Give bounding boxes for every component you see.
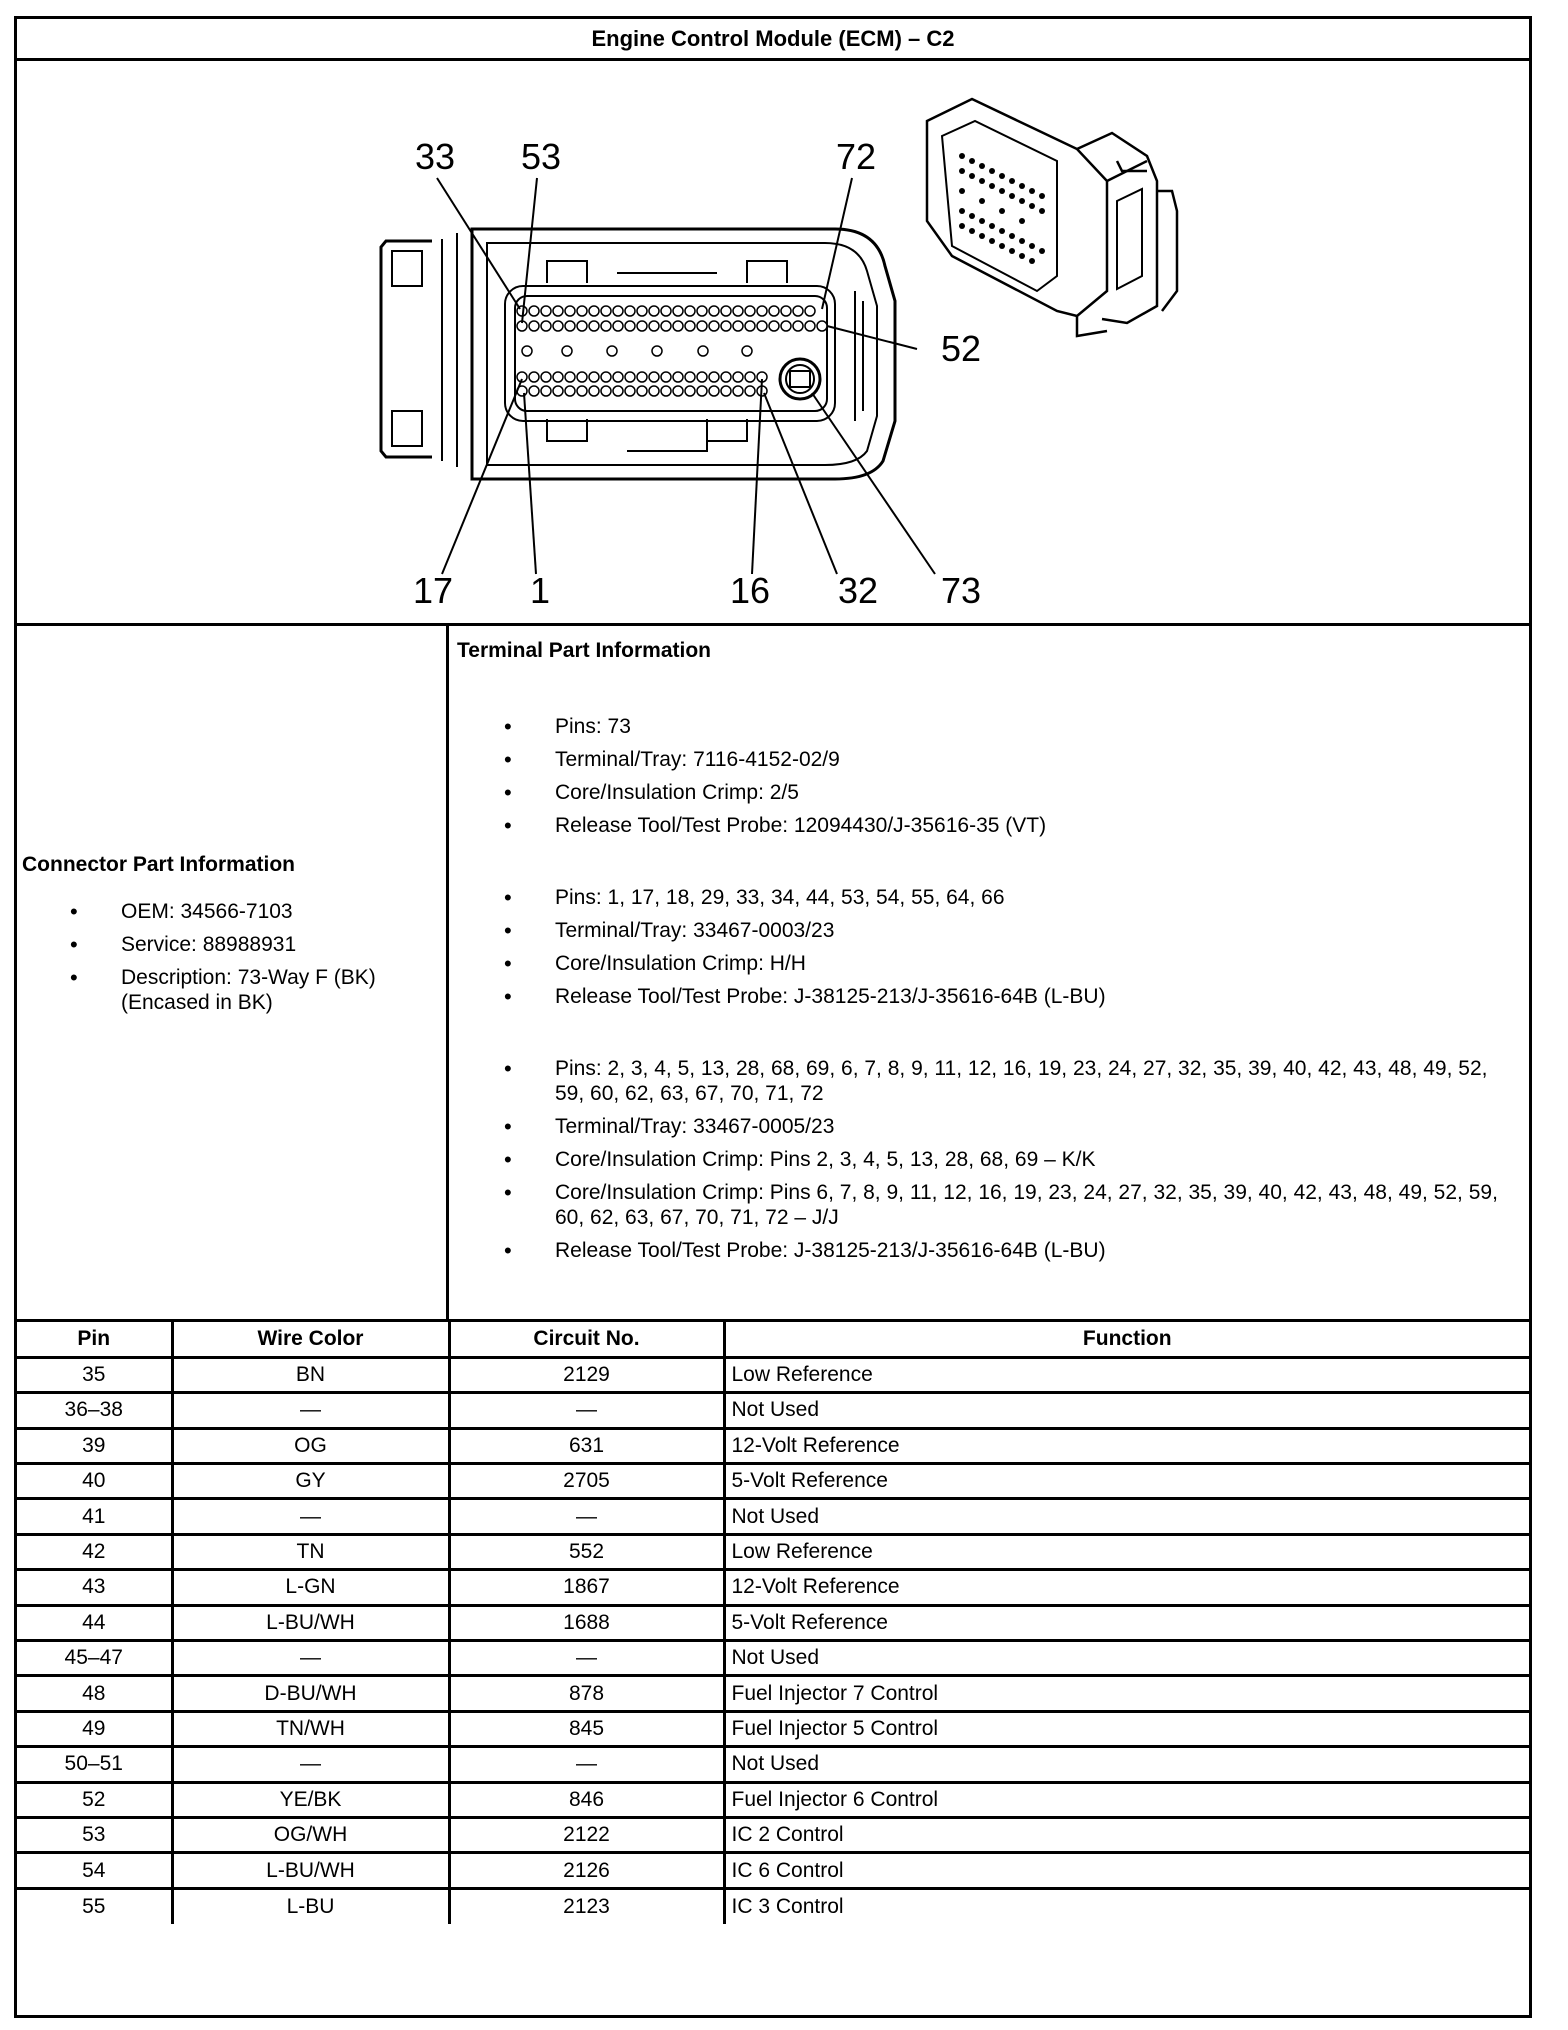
cell-wire-color: L-BU/WH xyxy=(172,1605,449,1640)
cell-circuit: 846 xyxy=(449,1782,724,1817)
cell-function: Fuel Injector 5 Control xyxy=(724,1711,1529,1746)
terminal-73 xyxy=(780,359,820,399)
cell-pin: 50–51 xyxy=(17,1747,172,1782)
list-item: • Pins: 73 xyxy=(452,714,1521,739)
cell-function: Fuel Injector 6 Control xyxy=(724,1782,1529,1817)
callout-17: 17 xyxy=(412,570,454,611)
list-item: • Pins: 1, 17, 18, 29, 33, 34, 44, 53, 54, 55, 64, 66 xyxy=(452,885,1521,910)
table-header-row xyxy=(17,1322,1529,1357)
table-row xyxy=(17,1782,1529,1817)
terminal-group-1 xyxy=(452,714,1521,846)
list-item: • Terminal/Tray: 33467-0003/23 xyxy=(452,918,1521,943)
cell-wire-color: OG/WH xyxy=(172,1817,449,1852)
cell-pin: 48 xyxy=(17,1676,172,1711)
cell-pin: 41 xyxy=(17,1499,172,1534)
table-row xyxy=(17,1853,1529,1888)
cell-function: Not Used xyxy=(724,1641,1529,1676)
list-item: • Release Tool/Test Probe: 12094430/J-35616-35 (VT) xyxy=(452,813,1521,838)
cell-pin: 49 xyxy=(17,1711,172,1746)
header-pin: Pin xyxy=(17,1322,172,1357)
cell-function: Not Used xyxy=(724,1747,1529,1782)
cell-wire-color: L-GN xyxy=(172,1570,449,1605)
cell-pin: 35 xyxy=(17,1357,172,1392)
table-row xyxy=(17,1676,1529,1711)
callout-33: 33 xyxy=(414,136,456,177)
cell-wire-color: BN xyxy=(172,1357,449,1392)
terminal-part-information xyxy=(452,626,1529,1319)
connector-info-oem: • OEM: 34566-7103 xyxy=(22,899,442,924)
connector-face-drawing xyxy=(17,61,1529,623)
cell-pin: 53 xyxy=(17,1817,172,1852)
list-item: • Core/Insulation Crimp: Pins 6, 7, 8, 9, 11, 12, 16, 19, 23, 24, 27, 32, 35, 39, 40, 42, 43, 48, 49, 52, 59, 60, 62, 63, 67, 70, 71, 72 – J/J xyxy=(452,1180,1521,1230)
cell-function: Fuel Injector 7 Control xyxy=(724,1676,1529,1711)
cell-circuit: 631 xyxy=(449,1428,724,1463)
cell-pin: 43 xyxy=(17,1570,172,1605)
callout-53: 53 xyxy=(520,136,562,177)
connector-isometric-pins xyxy=(959,153,1045,264)
callout-1: 1 xyxy=(529,570,551,611)
cell-circuit: — xyxy=(449,1393,724,1428)
callout-32: 32 xyxy=(837,570,879,611)
table-row xyxy=(17,1534,1529,1569)
cell-pin: 39 xyxy=(17,1428,172,1463)
cell-function: IC 6 Control xyxy=(724,1853,1529,1888)
cell-function: Low Reference xyxy=(724,1534,1529,1569)
cell-pin: 54 xyxy=(17,1853,172,1888)
table-row xyxy=(17,1570,1529,1605)
cell-wire-color: — xyxy=(172,1499,449,1534)
header-function: Function xyxy=(724,1322,1529,1357)
cell-function: 12-Volt Reference xyxy=(724,1570,1529,1605)
cell-wire-color: L-BU xyxy=(172,1888,449,1923)
table-row xyxy=(17,1747,1529,1782)
cell-pin: 55 xyxy=(17,1888,172,1923)
cell-function: IC 3 Control xyxy=(724,1888,1529,1923)
list-item: • Core/Insulation Crimp: H/H xyxy=(452,951,1521,976)
cell-function: IC 2 Control xyxy=(724,1817,1529,1852)
cell-pin: 42 xyxy=(17,1534,172,1569)
cell-circuit: 1688 xyxy=(449,1605,724,1640)
terminal-group-2 xyxy=(452,885,1521,1017)
connector-sheet xyxy=(14,16,1532,2018)
table-row xyxy=(17,1393,1529,1428)
cell-circuit: 2126 xyxy=(449,1853,724,1888)
cell-function: Low Reference xyxy=(724,1357,1529,1392)
table-row xyxy=(17,1499,1529,1534)
connector-info-list xyxy=(22,899,442,1015)
list-item: • Terminal/Tray: 33467-0005/23 xyxy=(452,1114,1521,1139)
cell-function: 5-Volt Reference xyxy=(724,1464,1529,1499)
cell-circuit: — xyxy=(449,1747,724,1782)
cell-wire-color: TN xyxy=(172,1534,449,1569)
connector-info-heading: Connector Part Information xyxy=(22,853,296,876)
connector-info-service: • Service: 88988931 xyxy=(22,932,442,957)
list-item: • Release Tool/Test Probe: J-38125-213/J-35616-64B (L-BU) xyxy=(452,984,1521,1009)
cell-circuit: 2705 xyxy=(449,1464,724,1499)
callout-72: 72 xyxy=(835,136,877,177)
callout-73: 73 xyxy=(940,570,982,611)
terminal-group-3 xyxy=(452,1056,1521,1271)
table-row xyxy=(17,1605,1529,1640)
cell-wire-color: — xyxy=(172,1393,449,1428)
connector-part-information xyxy=(17,626,449,1319)
cell-circuit: 2122 xyxy=(449,1817,724,1852)
cell-pin: 44 xyxy=(17,1605,172,1640)
table-row xyxy=(17,1888,1529,1923)
connector-isometric-view xyxy=(927,99,1177,336)
list-item: • Core/Insulation Crimp: 2/5 xyxy=(452,780,1521,805)
table-row xyxy=(17,1357,1529,1392)
callout-16: 16 xyxy=(729,570,771,611)
cell-pin: 36–38 xyxy=(17,1393,172,1428)
list-item: • Terminal/Tray: 7116-4152-02/9 xyxy=(452,747,1521,772)
cell-circuit: 2123 xyxy=(449,1888,724,1923)
callout-52: 52 xyxy=(940,328,982,369)
cell-circuit: — xyxy=(449,1499,724,1534)
table-row xyxy=(17,1464,1529,1499)
cell-wire-color: — xyxy=(172,1641,449,1676)
cell-wire-color: YE/BK xyxy=(172,1782,449,1817)
header-circuit: Circuit No. xyxy=(449,1322,724,1357)
cell-wire-color: D-BU/WH xyxy=(172,1676,449,1711)
cell-function: Not Used xyxy=(724,1499,1529,1534)
page-title: Engine Control Module (ECM) – C2 xyxy=(17,19,1529,61)
cell-function: 12-Volt Reference xyxy=(724,1428,1529,1463)
cell-wire-color: — xyxy=(172,1747,449,1782)
cell-circuit: 878 xyxy=(449,1676,724,1711)
connector-info-description: • Description: 73-Way F (BK) (Encased in BK) xyxy=(22,965,442,1015)
cell-wire-color: L-BU/WH xyxy=(172,1853,449,1888)
table-row xyxy=(17,1711,1529,1746)
pin-table-body xyxy=(17,1357,1529,1923)
header-wire-color: Wire Color xyxy=(172,1322,449,1357)
cell-function: 5-Volt Reference xyxy=(724,1605,1529,1640)
cell-function: Not Used xyxy=(724,1393,1529,1428)
connector-diagram xyxy=(17,61,1529,626)
cell-pin: 45–47 xyxy=(17,1641,172,1676)
cell-wire-color: GY xyxy=(172,1464,449,1499)
terminal-info-heading: Terminal Part Information xyxy=(457,639,711,662)
list-item: • Core/Insulation Crimp: Pins 2, 3, 4, 5, 13, 28, 68, 69 – K/K xyxy=(452,1147,1521,1172)
list-item: • Pins: 2, 3, 4, 5, 13, 28, 68, 69, 6, 7, 8, 9, 11, 12, 16, 19, 23, 24, 27, 32, 35, 39, 40, 42, 43, 48, 49, 52, 59, 60, 62, 63, 67, 70, 71, 72 xyxy=(452,1056,1521,1106)
pin-table xyxy=(17,1322,1529,1924)
cell-pin: 40 xyxy=(17,1464,172,1499)
list-item: • Release Tool/Test Probe: J-38125-213/J-35616-64B (L-BU) xyxy=(452,1238,1521,1263)
table-row xyxy=(17,1817,1529,1852)
cell-circuit: 2129 xyxy=(449,1357,724,1392)
cell-circuit: — xyxy=(449,1641,724,1676)
cell-pin: 52 xyxy=(17,1782,172,1817)
table-row xyxy=(17,1641,1529,1676)
cell-circuit: 1867 xyxy=(449,1570,724,1605)
cell-circuit: 845 xyxy=(449,1711,724,1746)
cell-circuit: 552 xyxy=(449,1534,724,1569)
table-row xyxy=(17,1428,1529,1463)
cell-wire-color: OG xyxy=(172,1428,449,1463)
cell-wire-color: TN/WH xyxy=(172,1711,449,1746)
part-information xyxy=(17,626,1529,1322)
